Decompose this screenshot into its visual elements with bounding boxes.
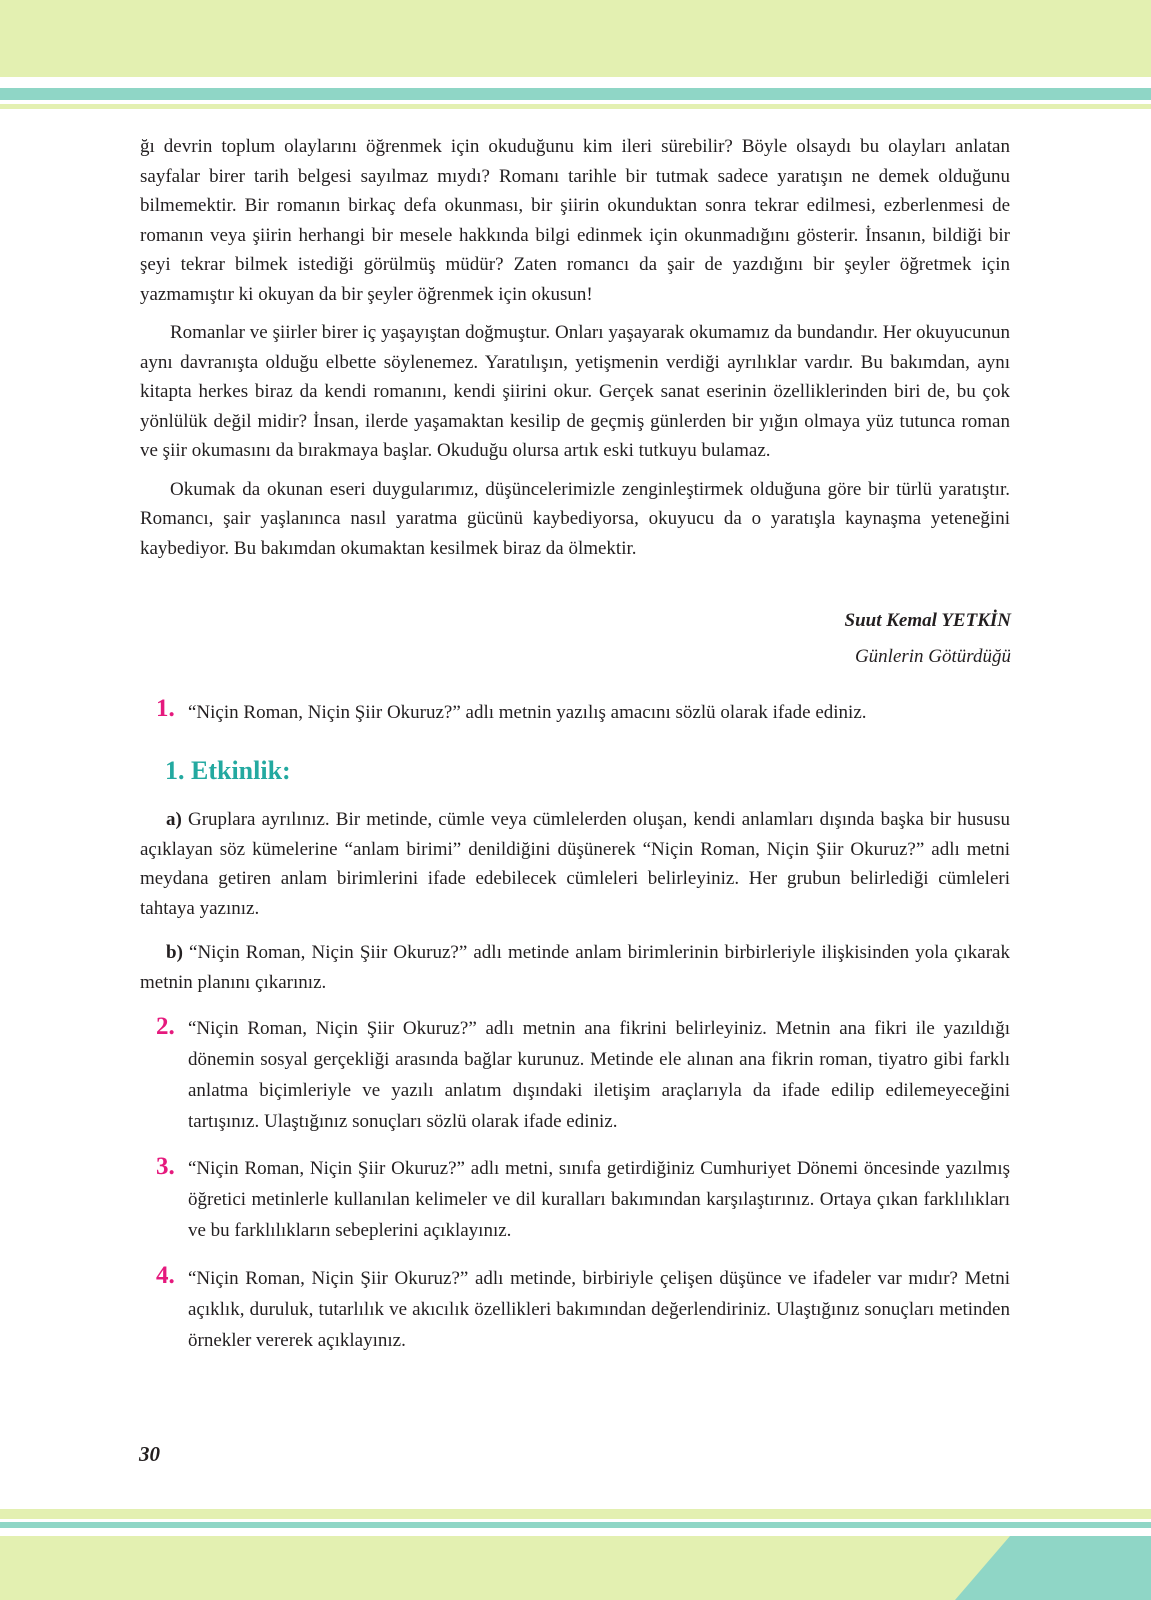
bottom-decor-stripe-green — [0, 1509, 1151, 1519]
bottom-corner-shape — [0, 1536, 1151, 1600]
bottom-decor-stripe-teal — [0, 1522, 1151, 1528]
source-title: Günlerin Götürdüğü — [854, 646, 1011, 667]
paragraph-1: ğı devrin toplum olaylarını öğrenmek için okuduğunu kim ileri sürebilir? Böyle olsaydı bu olayları anlatan sayfalar birer tarih belgesi sayılmaz mıydı? Romanı tarihle bir tutmak sadece yaratışın ne demek olduğunu bilmemektir. Bir romanın birkaç defa okunması, bir şiirin okunduktan sonra tekrar edilmesi, ezberlenmesi de romanın veya şiirin herhangi bir mesele hakkında bilgi edinmek için okunmadığını gösterir. İnsanın, bildiği bir şeyi tekrar bilmek istediği görülmüş müdür? Zaten romancı da şair de yazdığını bir şeyler öğretmek için yazmamıştır ki okuyan da bir şeyler öğrenmek için okusun! — [140, 136, 1010, 305]
question-number: 3. — [156, 1153, 175, 1180]
paragraph-2: Romanlar ve şiirler birer iç yaşayıştan doğmuştur. Onları yaşayarak okumamız da bundandır. Her okuyucunun aynı davranışta olduğu elbette söylenemez. Yaratılışın, yetişmenin verdiği ayrılıklar vardır. Bu bakımdan, aynı kitapta herkes biraz da kendi romanını, kendi şiirini okur. Gerçek sanat eserinin özelliklerinden biri de, bu çok yönlülük değil midir? İnsan, ilerde yaşamaktan kesilip de geçmiş günlerden bir yığın olmaya yüz tutunca roman ve şiir okumasını da bırakmaya başlar. Okuduğu olursa artık eski tutkuyu bulamaz. — [140, 322, 1010, 461]
activity-title: 1. Etkinlik: — [165, 756, 291, 785]
question-number: 2. — [156, 1013, 175, 1040]
paragraph-3: Okumak da okunan eseri duygularımız, düşüncelerimizle zenginleştirmek olduğuna göre bir türlü yaratıştır. Romancı, şair yaşlanınca nasıl yaratma gücünü kaybediyorsa, okuyucu da o yaratışla kaynaşma yeteneğini kaybediyor. Bu bakımdan okumaktan kesilmek biraz da ölmektir. — [140, 478, 1010, 559]
reading-text — [140, 132, 1010, 563]
question-number: 1. — [156, 695, 175, 722]
question-text: “Niçin Roman, Niçin Şiir Okuruz?” adlı metnin ana fikrini belirleyiniz. Metnin ana fikri ile yazıldığı dönemin sosyal gerçekliği arasında bağlar kurunuz. Metinde ele alınan ana fikrin roman, tiyatro gibi farklı anlatma biçimleriyle ve yazılı anlatım dışındaki iletişim araçlarıyla da ifade edilip edilemeyeceğini tartışınız. Ulaştığınız sonuçları sözlü olarak ifade ediniz. — [188, 1018, 1010, 1132]
top-decor-stripe-green — [0, 104, 1151, 109]
activity-part-b-label: b) — [166, 942, 183, 963]
question-text: “Niçin Roman, Niçin Şiir Okuruz?” adlı metni, sınıfa getirdiğiniz Cumhuriyet Dönemi öncesinde yazılmış öğretici metinlerle kullanılan kelimeler ve dil kuralları bakımından karşılaştırınız. Ortaya çıkan farklılıkları ve bu farklılıkların sebeplerini açıklayınız. — [188, 1158, 1010, 1241]
question-number: 4. — [156, 1262, 175, 1289]
question-text: “Niçin Roman, Niçin Şiir Okuruz?” adlı metnin yazılış amacını sözlü olarak ifade ediniz. — [188, 702, 867, 723]
activity-part-a-label: a) — [166, 809, 182, 830]
page-number: 30 — [139, 1442, 160, 1466]
top-decor-band — [0, 0, 1151, 77]
activity-part-a-text: Gruplara ayrılınız. Bir metinde, cümle veya cümlelerden oluşan, kendi anlamları dışında başka bir hususu açıklayan söz kümelerine “anlam birimi” denildiğini düşünerek “Niçin Roman, Niçin Şiir Okuruz?” adlı metni meydana getiren anlam birimlerini ifade edebilecek cümleleri belirleyiniz. Her grubun belirlediği cümleleri tahtaya yazınız. — [140, 809, 1010, 919]
author-name: Suut Kemal YETKİN — [844, 610, 1011, 631]
question-text: “Niçin Roman, Niçin Şiir Okuruz?” adlı metinde, birbiriyle çelişen düşünce ve ifadeler var mıdır? Metni açıklık, duruluk, tutarlılık ve akıcılık özellikleri bakımından değerlendiriniz. Ulaştığınız sonuçları metinden örnekler vererek açıklayınız. — [188, 1268, 1010, 1351]
activity-part-a — [140, 805, 1010, 923]
top-decor-stripe-teal — [0, 88, 1151, 100]
activity-part-b — [140, 938, 1010, 997]
activity-part-b-text: “Niçin Roman, Niçin Şiir Okuruz?” adlı metinde anlam birimlerinin birbirleriyle ilişkisinden yola çıkarak metnin planını çıkarınız. — [140, 942, 1010, 993]
